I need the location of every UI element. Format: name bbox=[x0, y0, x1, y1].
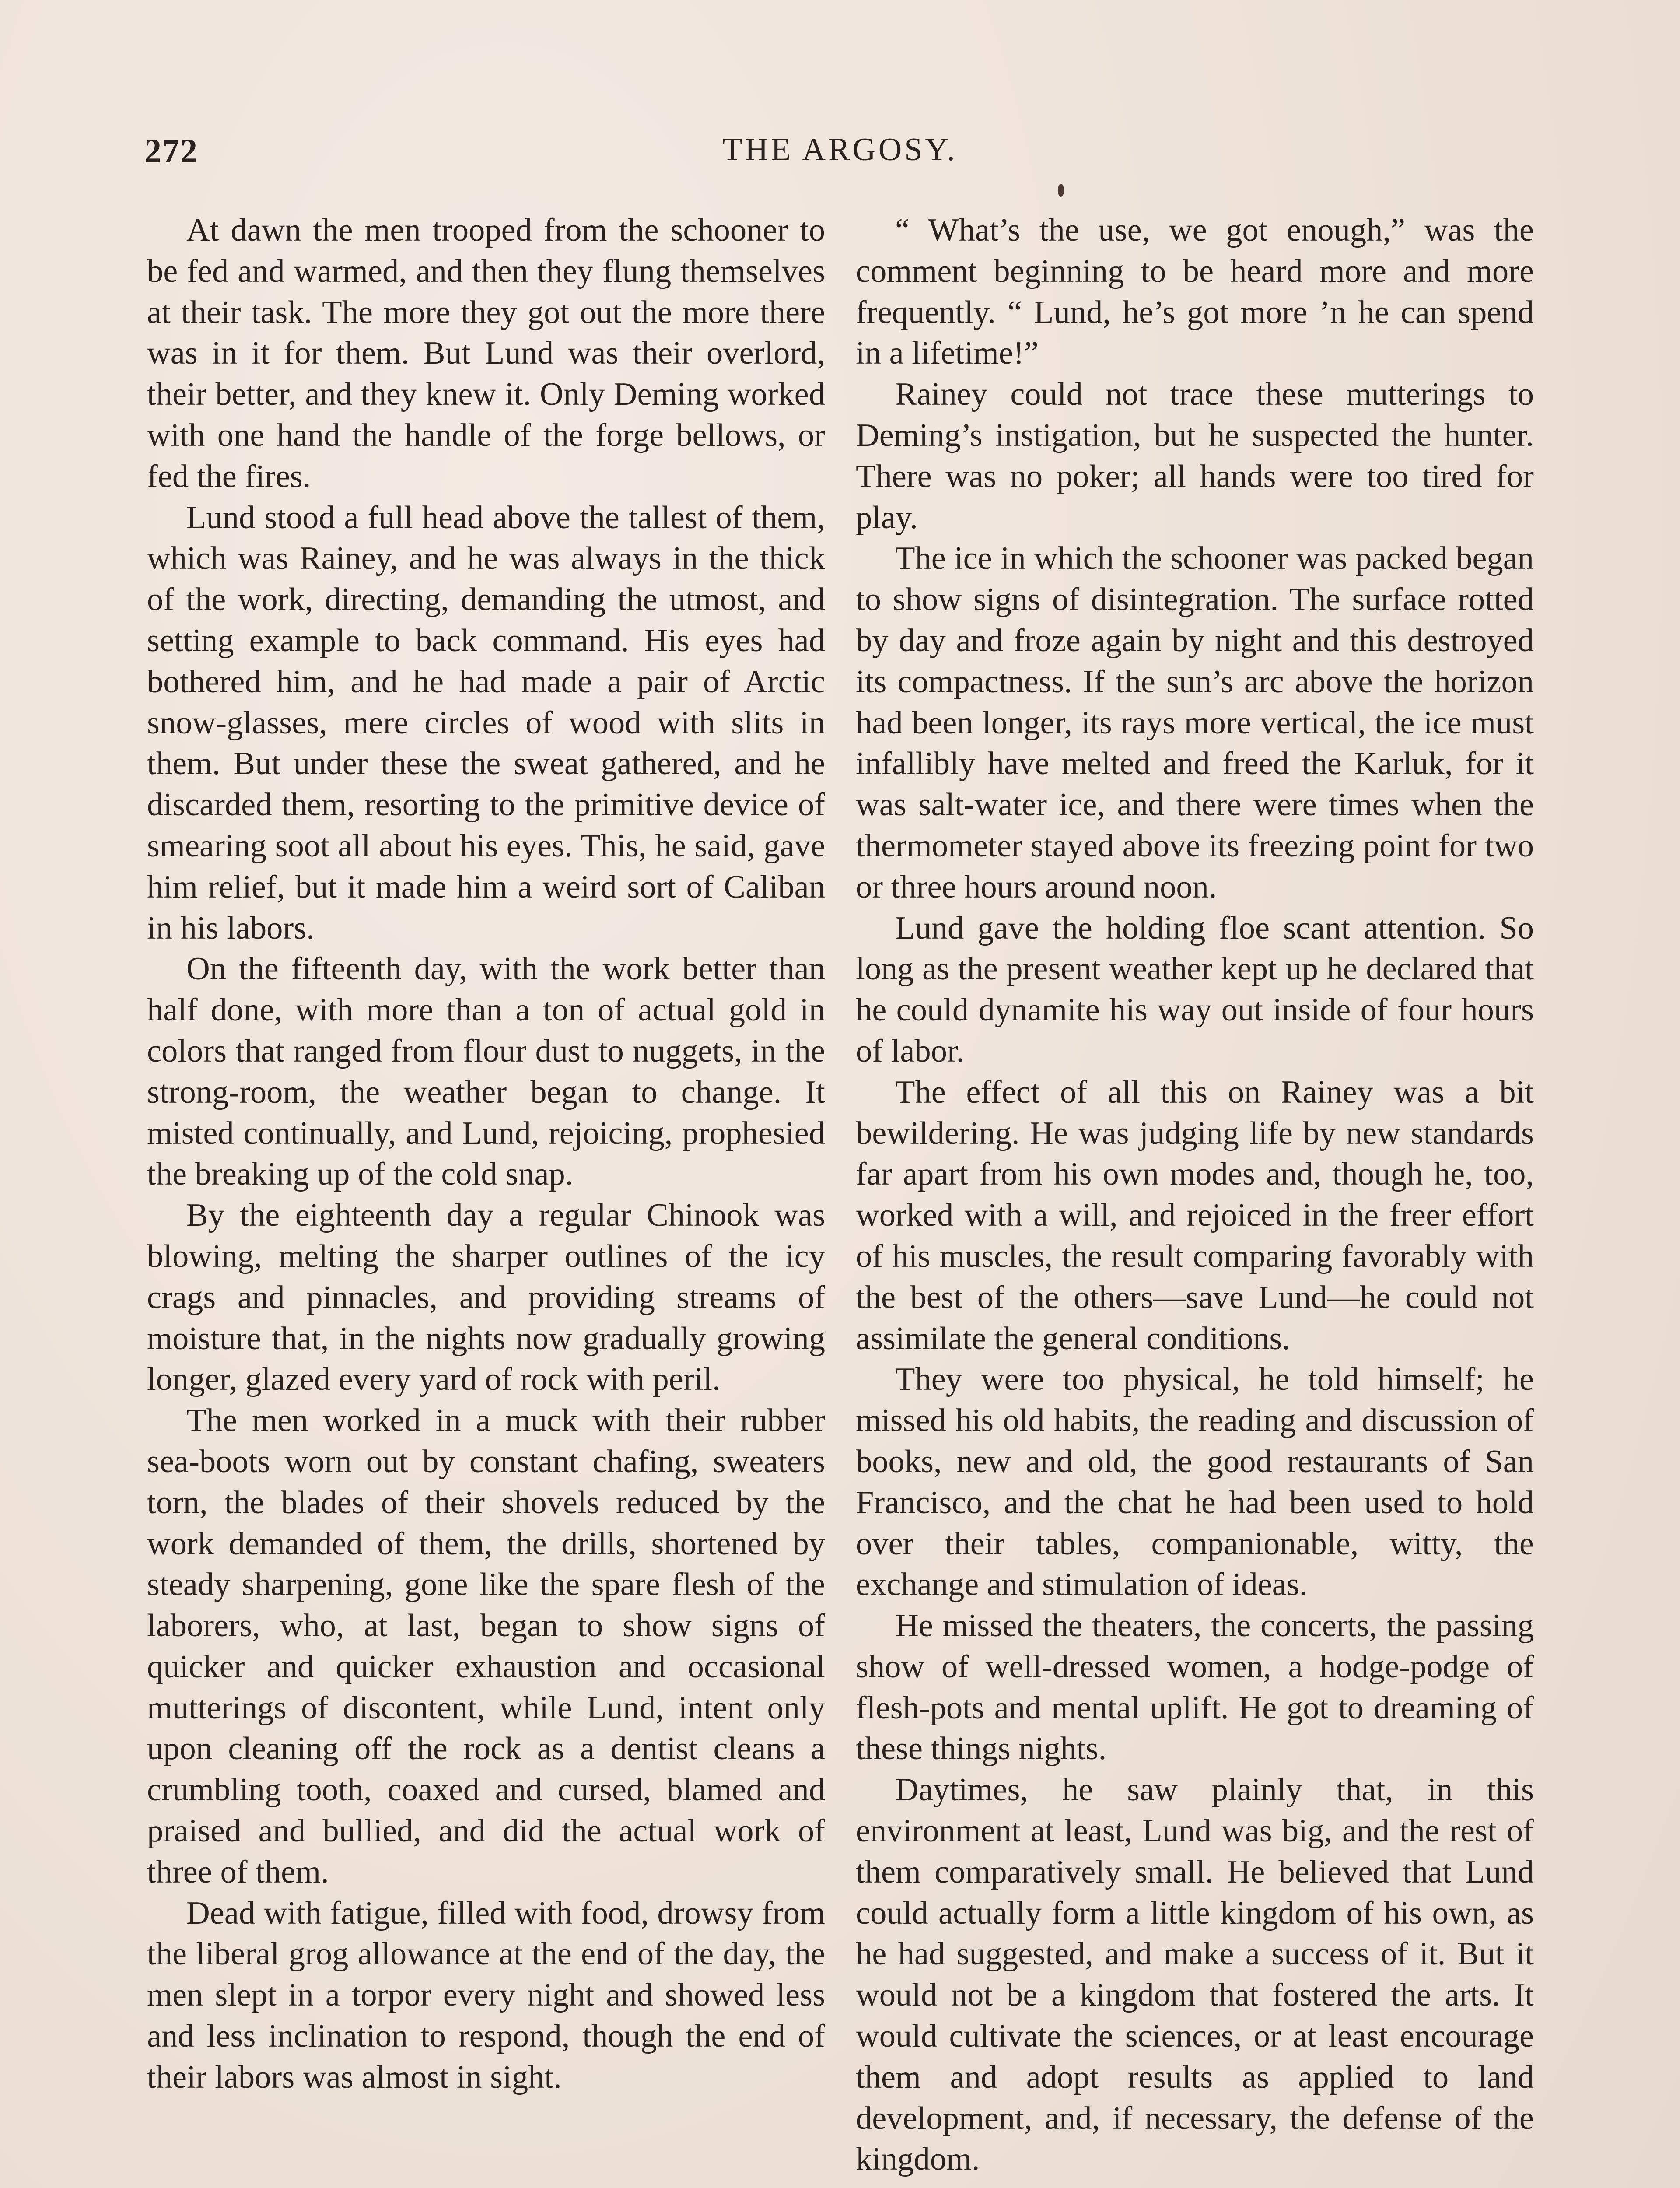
running-title: THE ARGOSY. bbox=[722, 132, 958, 168]
paragraph: Daytimes, he saw plainly that, in this environment at least, Lund was big, and the rest of them comparatively small. He believed that Lund could actually form a little kingdom of his own, as he had suggested, and make a success of it. But it would not be a kingdom that fostered the arts. It would cultivate the sciences, or at least encourage them and adopt results as applied to land development, and, if necessary, the defense of the kingdom. bbox=[856, 1772, 1534, 2177]
paragraph: They were too physical, he told himself; he missed his old habits, the reading and discussion of books, new and old, the good restaurants of San Francisco, and the chat he had been used to hold over their tables, companionable, witty, the exchange and stimulation of ideas. bbox=[856, 1361, 1534, 1603]
paragraph: By the eighteenth day a regular Chinook was blowing, melting the sharper outlines of the icy crags and pinnacles, and providing streams of moisture that, in the nights now gradually growing longer, glazed every yard of rock with peril. bbox=[147, 1197, 825, 1398]
paragraph: On the fifteenth day, with the work better than half done, with more than a ton of actual gold in colors that ranged from flour dust to nuggets, in the strong-room, the weather began to change. It misted continually, and Lund, rejoicing, prophesied the breaking up of the cold snap. bbox=[147, 951, 825, 1192]
left-column bbox=[147, 210, 825, 2098]
paragraph: The ice in which the schooner was packed began to show signs of disintegration. The surface rotted by day and froze again by night and this destroyed its compactness. If the sun’s arc above the horizon had been longer, its rays more vertical, the ice must infallibly have melted and freed the Karluk, for it was salt-water ice, and there were times when the thermometer stayed above its freezing point for two or three hours around noon. bbox=[856, 540, 1534, 905]
paragraph: The effect of all this on Rainey was a bit bewildering. He was judging life by new standards far apart from his own modes and, though he, too, worked with a will, and rejoiced in the freer effort of his muscles, the result comparing favorably with the best of the others—save Lund—he could not assimilate the general conditions. bbox=[856, 1074, 1534, 1357]
page-number: 272 bbox=[144, 132, 198, 170]
paragraph: Lund stood a full head above the tallest of them, which was Rainey, and he was always in the thick of the work, directing, demanding the utmost, and setting example to back command. His eyes had bothered him, and he had made a pair of Arctic snow-glasses, mere circles of wood with slits in them. But under these the sweat gathered, and he discarded them, resorting to the primitive device of smearing soot all about his eyes. This, he said, gave him relief, but it made him a weird sort of Caliban in his labors. bbox=[147, 499, 825, 946]
paragraph: At dawn the men trooped from the schooner to be fed and warmed, and then they flung themselves at their task. The more they got out the more there was in it for them. But Lund was their overlord, their better, and they knew it. Only Deming worked with one hand the handle of the forge bellows, or fed the fires. bbox=[147, 212, 825, 494]
paragraph: Dead with fatigue, filled with food, drowsy from the liberal grog allowance at the end of the day, the men slept in a torpor every night and showed less and less inclination to respond, though the end of their labors was almost in sight. bbox=[147, 1895, 825, 2095]
paragraph: The men worked in a muck with their rubber sea-boots worn out by constant chafing, sweaters torn, the blades of their shovels reduced by the work demanded of them, the drills, shortened by steady sharpening, gone like the spare flesh of the laborers, who, at last, began to show signs of quicker and quicker exhaustion and occasional mutterings of discontent, while Lund, intent only upon cleaning off the rock as a dentist cleans a crumbling tooth, coaxed and cursed, blamed and praised and bullied, and did the actual work of three of them. bbox=[147, 1403, 825, 1890]
paragraph: Lund gave the holding floe scant attention. So long as the present weather kept up he declared that he could dynamite his way out inside of four hours of labor. bbox=[856, 910, 1534, 1069]
page-header bbox=[144, 131, 1536, 179]
print-speck bbox=[1058, 184, 1064, 197]
paragraph: He missed the theaters, the concerts, the passing show of well-dressed women, a hodge-podge of flesh-pots and mental uplift. He got to dreaming of these things nights. bbox=[856, 1608, 1534, 1767]
paragraph: Rainey could not trace these mutterings to Deming’s instigation, but he suspected the hunter. There was no poker; all hands were too tired for play. bbox=[856, 376, 1534, 536]
paragraph: “ What’s the use, we got enough,” was the comment beginning to be heard more and more frequently. “ Lund, he’s got more ’n he can spend in a lifetime!” bbox=[856, 212, 1534, 372]
right-column bbox=[856, 210, 1534, 2180]
